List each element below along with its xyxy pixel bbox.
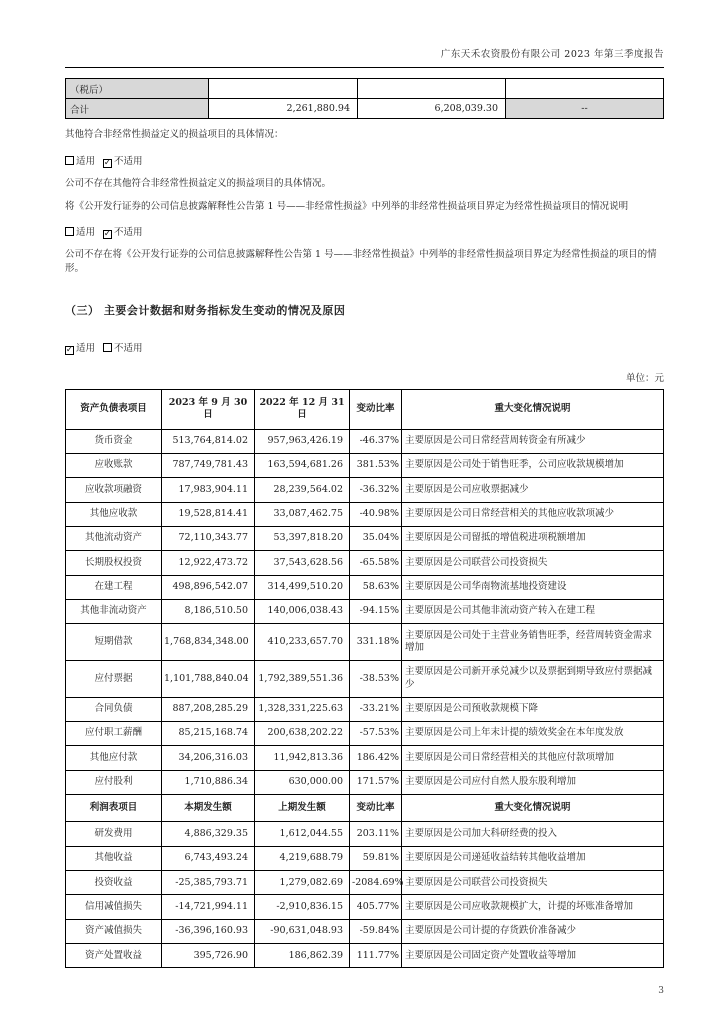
col-header-ratio: 变动比率: [350, 389, 402, 429]
row-remark: 主要原因是公司应付自然人股东股利增加: [402, 770, 664, 794]
row-item-label: 其他流动资产: [66, 526, 162, 550]
row-value-current: 395,726.90: [162, 944, 255, 968]
not-apply-label: 不适用: [114, 227, 143, 239]
not-apply-label: 不适用: [114, 342, 143, 354]
table-row: [66, 770, 664, 794]
table-row: [66, 846, 664, 870]
row-change-ratio: -65.58%: [350, 551, 402, 575]
row-remark: 主要原因是公司日常经营相关的其他应付款项增加: [402, 746, 664, 770]
checkbox-unchecked-icon: [65, 227, 74, 236]
row-remark: 主要原因是公司加大科研经费的投入: [402, 822, 664, 846]
row-item-label: 应付票据: [66, 660, 162, 697]
row-remark: 主要原因是公司固定资产处置收益等增加: [402, 944, 664, 968]
row-value-current: -36,396,160.93: [162, 919, 255, 943]
row-value-prior: 314,499,510.20: [255, 575, 350, 599]
row-item-label: 短期借款: [66, 624, 162, 661]
row-value-2: [358, 79, 506, 99]
table-row: [66, 660, 664, 697]
row-value-prior: 53,397,818.20: [255, 526, 350, 550]
row-value-2: 6,208,039.30: [358, 99, 506, 119]
row-remark: 主要原因是公司预收款规模下降: [402, 697, 664, 721]
row-item-label: 应付股利: [66, 770, 162, 794]
row-value-current: 1,710,886.34: [162, 770, 255, 794]
row-change-ratio: -33.21%: [350, 697, 402, 721]
checkbox-unchecked-icon: [103, 343, 112, 352]
row-change-ratio: 171.57%: [350, 770, 402, 794]
table-row: [66, 429, 664, 453]
row-remark: 主要原因是公司留抵的增值税进项税额增加: [402, 526, 664, 550]
row-change-ratio: 331.18%: [350, 624, 402, 661]
row-value-prior: 11,942,813.36: [255, 746, 350, 770]
table-row: [66, 919, 664, 943]
row-value-prior: -2,910,836.15: [255, 895, 350, 919]
row-item-label: 应付职工薪酬: [66, 721, 162, 745]
row-value-prior: 163,594,681.26: [255, 453, 350, 477]
row-item-label: 长期股权投资: [66, 551, 162, 575]
row-item-label: 货币资金: [66, 429, 162, 453]
row-change-ratio: -40.98%: [350, 502, 402, 526]
row-value-prior: 1,328,331,225.63: [255, 697, 350, 721]
row-value-prior: 37,543,628.56: [255, 551, 350, 575]
table-row: [66, 624, 664, 661]
row-value-3: --: [506, 99, 664, 119]
row-value-current: 1,768,834,348.00: [162, 624, 255, 661]
row-value-1: [209, 79, 358, 99]
row-value-current: 19,528,814.41: [162, 502, 255, 526]
applicability-line-2: [65, 224, 664, 239]
row-item-label: 信用减值损失: [66, 895, 162, 919]
row-remark: 主要原因是公司递延收益结转其他收益增加: [402, 846, 664, 870]
table-row: [66, 599, 664, 623]
row-item-label: 其他非流动资产: [66, 599, 162, 623]
row-value-current: 4,886,329.35: [162, 822, 255, 846]
row-item-label: 研发费用: [66, 822, 162, 846]
check-glyph: ✓: [65, 344, 74, 355]
apply-label: 适用: [76, 342, 96, 354]
balance-sheet-rows: [66, 429, 664, 795]
apply-label: 适用: [76, 227, 96, 239]
row-value-current: 8,186,510.50: [162, 599, 255, 623]
row-value-current: 34,206,316.03: [162, 746, 255, 770]
row-value-prior: 28,239,564.02: [255, 478, 350, 502]
paragraph-recurring-definition: 将《公开发行证券的公司信息披露解释性公告第 1 号——非经常性损益》中列举的非经常性损益项目界定为经常性损益项目的情况说明: [65, 200, 629, 212]
table-row: [66, 502, 664, 526]
paragraph-no-other-items: 公司不存在其他符合非经常性损益定义的损益项目的具体情况。: [65, 177, 332, 189]
row-value-current: 12,922,473.72: [162, 551, 255, 575]
row-value-prior: 4,219,688.79: [255, 846, 350, 870]
row-value-current: -25,385,793.71: [162, 871, 255, 895]
row-change-ratio: -59.84%: [350, 919, 402, 943]
table-header-row: [66, 389, 664, 429]
row-value-prior: 140,006,038.43: [255, 599, 350, 623]
apply-label: 适用: [76, 155, 96, 167]
table-row: [66, 99, 664, 119]
col-header-remark: 重大变化情况说明: [402, 389, 664, 429]
row-value-prior: 957,963,426.19: [255, 429, 350, 453]
income-statement-rows: [66, 822, 664, 968]
row-remark: 主要原因是公司其他非流动资产转入在建工程: [402, 599, 664, 623]
table-row: [66, 721, 664, 745]
row-value-current: 887,208,285.29: [162, 697, 255, 721]
row-change-ratio: 35.04%: [350, 526, 402, 550]
row-value-current: 1,101,788,840.04: [162, 660, 255, 697]
row-remark: 主要原因是公司联营公司投资损失: [402, 551, 664, 575]
col-header-current: 2023 年 9 月 30 日: [162, 389, 255, 429]
row-remark: 主要原因是公司联营公司投资损失: [402, 871, 664, 895]
income-statement-header: [66, 795, 664, 822]
row-remark: 主要原因是公司应收票据减少: [402, 478, 664, 502]
balance-sheet-header: [66, 389, 664, 429]
row-change-ratio: 111.77%: [350, 944, 402, 968]
col-header-prior: 上期发生额: [255, 795, 350, 822]
row-change-ratio: -94.15%: [350, 599, 402, 623]
checkbox-checked-icon: [103, 159, 112, 168]
row-remark: 主要原因是公司处于主营业务销售旺季，经营周转资金需求增加: [402, 624, 664, 661]
col-header-ratio: 变动比率: [350, 795, 402, 822]
row-remark: 主要原因是公司日常经营周转资金有所减少: [402, 429, 664, 453]
row-change-ratio: 59.81%: [350, 846, 402, 870]
row-remark: 主要原因是公司新开承兑减少以及票据到期导致应付票据减少: [402, 660, 664, 697]
checkbox-unchecked-icon: [65, 156, 74, 165]
table-row: [66, 453, 664, 477]
table-row: [66, 575, 664, 599]
row-change-ratio: -36.32%: [350, 478, 402, 502]
row-item-label: 投资收益: [66, 871, 162, 895]
row-value-prior: 186,862.39: [255, 944, 350, 968]
row-remark: 主要原因是公司日常经营相关的其他应收款项减少: [402, 502, 664, 526]
table-row: [66, 746, 664, 770]
table-row: [66, 944, 664, 968]
row-value-current: 72,110,343.77: [162, 526, 255, 550]
checkbox-checked-icon: [103, 230, 112, 239]
row-value-1: 2,261,880.94: [209, 99, 358, 119]
applicability-line-3: [65, 340, 664, 355]
col-header-item: 资产负债表项目: [66, 389, 162, 429]
row-item-label: 其他应付款: [66, 746, 162, 770]
applicability-line-1: [65, 153, 664, 168]
row-remark: 主要原因是公司处于销售旺季，公司应收款规模增加: [402, 453, 664, 477]
paragraph-no-recurring-definition: 公司不存在将《公开发行证券的公司信息披露解释性公告第 1 号——非经常性损益》中列举的非经常性损益项目界定为经常性损益的项目的情形。: [65, 249, 657, 275]
row-remark: 主要原因是公司应收款规模扩大，计提的坏账准备增加: [402, 895, 664, 919]
row-change-ratio: 381.53%: [350, 453, 402, 477]
row-remark: 主要原因是公司华南物流基地投资建设: [402, 575, 664, 599]
row-value-prior: 1,279,082.69: [255, 871, 350, 895]
table-row: [66, 478, 664, 502]
row-value-current: -14,721,994.11: [162, 895, 255, 919]
not-apply-label: 不适用: [114, 155, 143, 167]
row-change-ratio: 405.77%: [350, 895, 402, 919]
table-row: [66, 697, 664, 721]
row-label: 合计: [66, 99, 209, 119]
row-value-prior: 200,638,202.22: [255, 721, 350, 745]
row-change-ratio: 203.11%: [350, 822, 402, 846]
row-value-prior: 410,233,657.70: [255, 624, 350, 661]
row-change-ratio: 58.63%: [350, 575, 402, 599]
row-value-prior: 1,612,044.55: [255, 822, 350, 846]
row-change-ratio: -38.53%: [350, 660, 402, 697]
row-value-current: 787,749,781.43: [162, 453, 255, 477]
non-recurring-summary-table: [65, 78, 664, 119]
check-glyph: ✓: [103, 229, 112, 240]
table-row: [66, 79, 664, 99]
paragraph-other-items: 其他符合非经常性损益定义的损益项目的具体情况：: [65, 129, 284, 140]
row-item-label: 合同负债: [66, 697, 162, 721]
row-value-current: 17,983,904.11: [162, 478, 255, 502]
row-remark: 主要原因是公司上年末计提的绩效奖金在本年度发放: [402, 721, 664, 745]
row-item-label: 应收账款: [66, 453, 162, 477]
doc-header-title: 广东天禾农资股份有限公司 2023 年第三季度报告: [440, 49, 664, 60]
table-row: [66, 871, 664, 895]
section-heading: （三） 主要会计数据和财务指标发生变动的情况及原因: [65, 303, 346, 317]
col-header-prior: 2022 年 12 月 31 日: [255, 389, 350, 429]
table-row: [66, 822, 664, 846]
row-item-label: 其他应收款: [66, 502, 162, 526]
table-header-row: [66, 795, 664, 822]
col-header-remark: 重大变化情况说明: [402, 795, 664, 822]
col-header-item: 利润表项目: [66, 795, 162, 822]
table-row: [66, 551, 664, 575]
check-glyph: ✓: [103, 157, 112, 168]
row-item-label: 其他收益: [66, 846, 162, 870]
row-item-label: 应收款项融资: [66, 478, 162, 502]
row-item-label: 资产减值损失: [66, 919, 162, 943]
row-item-label: 资产处置收益: [66, 944, 162, 968]
page-number: 3: [658, 986, 664, 997]
unit-label: 单位：元: [625, 372, 664, 384]
doc-header: [65, 46, 664, 68]
checkbox-checked-icon: [65, 346, 74, 355]
row-remark: 主要原因是公司计提的存货跌价准备减少: [402, 919, 664, 943]
row-change-ratio: -46.37%: [350, 429, 402, 453]
row-value-current: 85,215,168.74: [162, 721, 255, 745]
row-value-current: 513,764,814.02: [162, 429, 255, 453]
row-item-label: 在建工程: [66, 575, 162, 599]
financial-changes-table: [65, 389, 664, 969]
row-change-ratio: 186.42%: [350, 746, 402, 770]
row-value-prior: -90,631,048.93: [255, 919, 350, 943]
row-value-3: [506, 79, 664, 99]
row-value-current: 498,896,542.07: [162, 575, 255, 599]
row-value-current: 6,743,493.24: [162, 846, 255, 870]
col-header-current: 本期发生额: [162, 795, 255, 822]
row-change-ratio: -57.53%: [350, 721, 402, 745]
table-row: [66, 895, 664, 919]
row-label: （税后）: [66, 79, 209, 99]
row-change-ratio: -2084.69%: [350, 871, 402, 895]
row-value-prior: 33,087,462.75: [255, 502, 350, 526]
row-value-prior: 630,000.00: [255, 770, 350, 794]
table-row: [66, 526, 664, 550]
row-value-prior: 1,792,389,551.36: [255, 660, 350, 697]
